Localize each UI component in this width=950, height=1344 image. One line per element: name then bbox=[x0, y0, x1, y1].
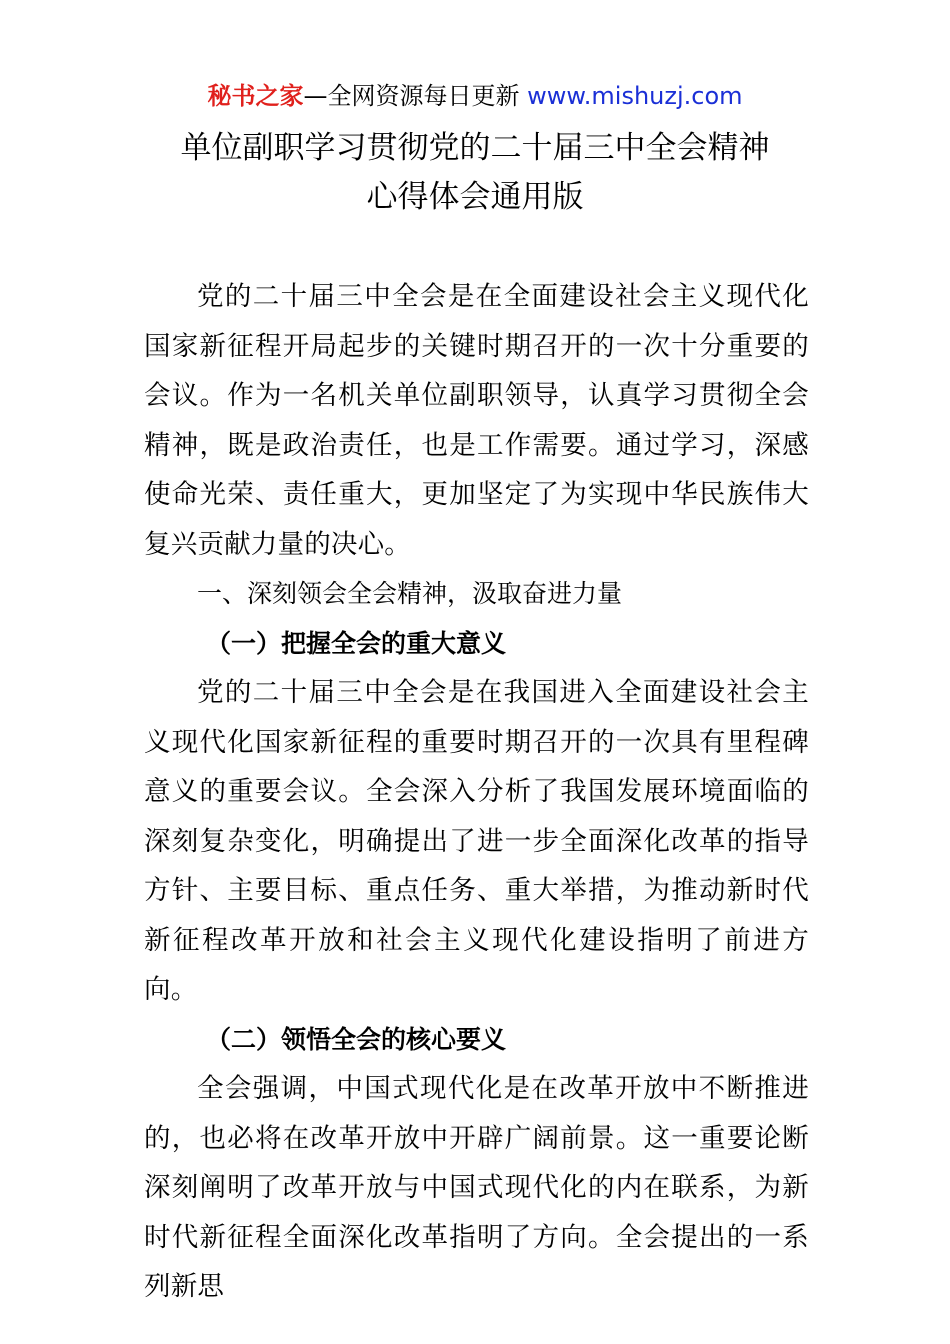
intro-paragraph: 党的二十届三中全会是在全面建设社会主义现代化国家新征程开局起步的关键时期召开的一次十分重要的会议。作为一名机关单位副职领导，认真学习贯彻全会精神，既是政治责任，也是工作需要。通过学习，深感使命光荣、责任重大，更加坚定了为实现中华民族伟大复兴贡献力量的决心。 bbox=[144, 281, 809, 560]
header-dash: — bbox=[303, 82, 328, 110]
site-url-link[interactable]: www.mishuzj.com bbox=[527, 82, 743, 110]
subsection-heading-2: （二）领悟全会的核心要义 bbox=[206, 1024, 507, 1054]
subsection-paragraph-1: 党的二十届三中全会是在我国进入全面建设社会主义现代化国家新征程的重要时期召开的一次具有里程碑意义的重要会议。全会深入分析了我国发展环境面临的深刻复杂变化，明确提出了进一步全面深化改革的指导方针、主要目标、重点任务、重大举措，为推动新时代新征程改革开放和社会主义现代化建设指明了前进方向。 bbox=[144, 677, 809, 1005]
site-tagline: 全网资源每日更新 bbox=[327, 82, 528, 110]
site-header bbox=[0, 80, 950, 112]
document-title-line2: 心得体会通用版 bbox=[366, 179, 584, 215]
site-brand: 秘书之家 bbox=[207, 82, 304, 110]
document-body bbox=[144, 272, 809, 1312]
document-title-line1: 单位副职学习贯彻党的二十届三中全会精神 bbox=[180, 130, 770, 166]
subsection-heading-1: （一）把握全会的重大意义 bbox=[206, 628, 507, 658]
subsection-paragraph-2: 全会强调，中国式现代化是在改革开放中不断推进的，也必将在改革开放中开辟广阔前景。这一重要论断深刻阐明了改革开放与中国式现代化的内在联系，为新时代新征程全面深化改革指明了方向。全会提出的一系列新思 bbox=[144, 1073, 809, 1302]
section-heading-1: 一、深刻领会全会精神，汲取奋进力量 bbox=[197, 579, 623, 608]
